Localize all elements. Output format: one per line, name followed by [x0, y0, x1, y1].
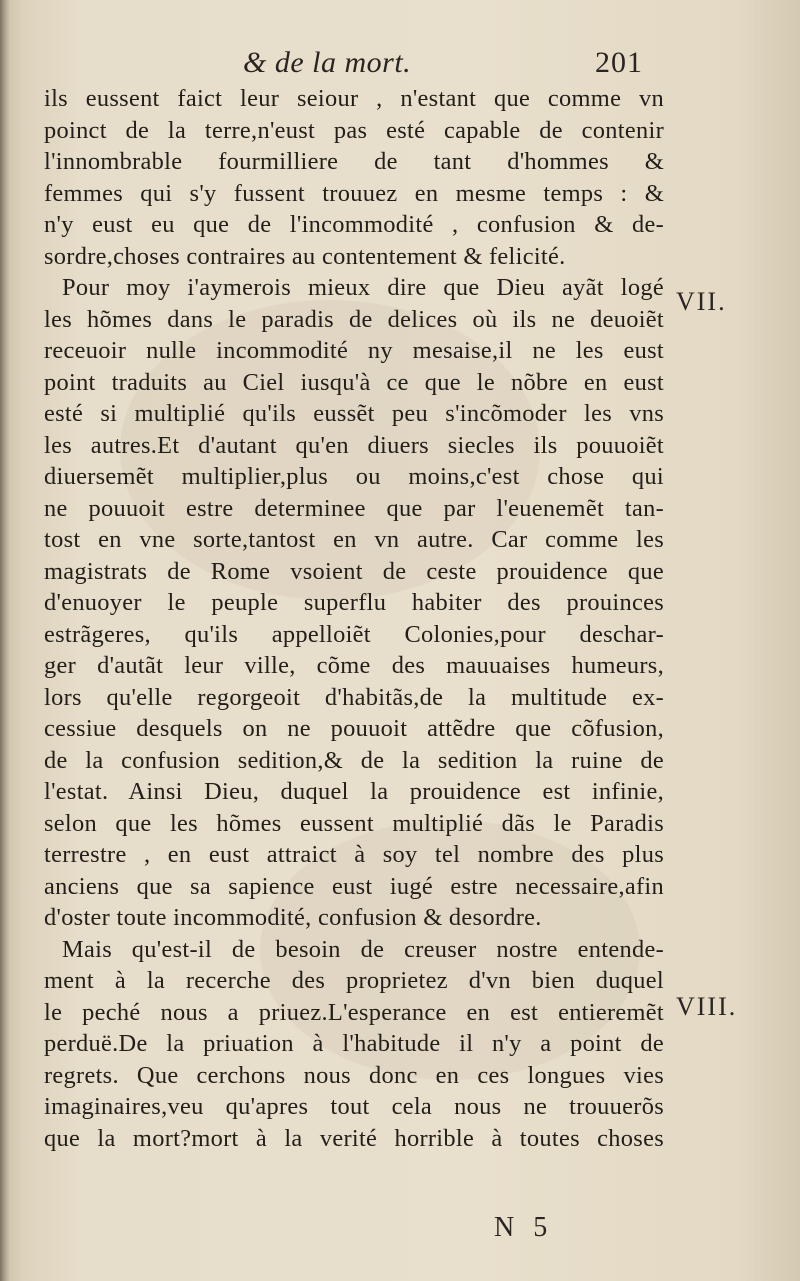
signature-mark: N 5	[494, 1212, 554, 1243]
text-line: Mais qu'est-il de besoin de creuser nostre entende-	[62, 935, 664, 963]
text-line: d'oster toute incommodité, confusion & desordre.	[44, 904, 542, 931]
text-line: regrets. Que cerchons nous donc en ces longues vies	[44, 1061, 664, 1089]
text-line: d'enuoyer le peuple superflu habiter des prouinces	[44, 589, 664, 616]
binding-edge	[0, 0, 10, 1281]
text-line: receuoir nulle incommodité ny mesaise,il ne les eust	[44, 337, 664, 364]
text-line: esté si multiplié qu'ils eussẽt peu s'incõmoder les vns	[44, 400, 664, 427]
text-line: ment à la recerche des proprietez d'vn bien duquel	[44, 967, 664, 994]
text-line: les autres.Et d'autant qu'en diuers siecles ils pouuoiẽt	[44, 431, 664, 459]
text-line: ne pouuoit estre determinee que par l'euenemẽt tan-	[44, 494, 664, 522]
text-line: n'y eust eu que de l'incommodité , confusion & de-	[44, 211, 664, 238]
text-line: terrestre , en eust attraict à soy tel nombre des plus	[44, 841, 664, 868]
text-line: perduë.De la priuation à l'habitude il n'y a point de	[44, 1030, 664, 1057]
text-line: lors qu'elle regorgeoit d'habitãs,de la multitude ex-	[44, 683, 664, 711]
text-line: l'estat. Ainsi Dieu, duquel la prouidence est infinie,	[44, 778, 664, 805]
text-line: poinct de la terre,n'eust pas esté capable de contenir	[44, 116, 664, 144]
text-line: anciens que sa sapience eust iugé estre necessaire,afin	[44, 872, 664, 900]
page-number: 201	[595, 46, 643, 79]
page-header	[0, 42, 800, 82]
text-line: femmes qui s'y fussent trouuez en mesme temps : &	[44, 179, 664, 207]
margin-note-vii: VII.	[676, 287, 727, 316]
margin-note-viii: VIII.	[676, 992, 738, 1021]
text-line: point traduits au Ciel iusqu'à ce que le nõbre en eust	[44, 368, 664, 396]
text-line: estrãgeres, qu'ils appelloiẽt Colonies,pour deschar-	[44, 620, 664, 648]
text-line: ger d'autãt leur ville, cõme des mauuaises humeurs,	[44, 652, 664, 679]
text-line: Pour moy i'aymerois mieux dire que Dieu ayãt logé	[62, 274, 664, 301]
text-line: cessiue desquels on ne pouuoit attẽdre que cõfusion,	[44, 715, 664, 742]
text-line: les hõmes dans le paradis de delices où ils ne deuoiẽt	[44, 305, 664, 333]
text-line: l'innombrable fourmilliere de tant d'hommes &	[44, 148, 664, 175]
text-line: le peché nous a priuez.L'esperance en est entieremẽt	[44, 998, 664, 1026]
text-line: magistrats de Rome vsoient de ceste prouidence que	[44, 557, 664, 585]
body-text	[44, 83, 664, 1154]
text-line: que la mort?mort à la verité horrible à toutes choses	[44, 1124, 664, 1152]
text-line: tost en vne sorte,tantost en vn autre. Car comme les	[44, 526, 664, 553]
text-line: imaginaires,veu qu'apres tout cela nous ne trouuerõs	[44, 1093, 664, 1120]
text-line: diuersemẽt multiplier,plus ou moins,c'est chose qui	[44, 463, 664, 490]
text-line: de la confusion sedition,& de la sedition la ruine de	[44, 746, 664, 774]
running-head: & de la mort.	[243, 46, 412, 79]
text-line: sordre,choses contraires au contentement & felicité.	[44, 242, 566, 270]
text-line: ils eussent faict leur seiour , n'estant que comme vn	[44, 85, 664, 112]
text-line: selon que les hõmes eussent multiplié dãs le Paradis	[44, 809, 664, 837]
